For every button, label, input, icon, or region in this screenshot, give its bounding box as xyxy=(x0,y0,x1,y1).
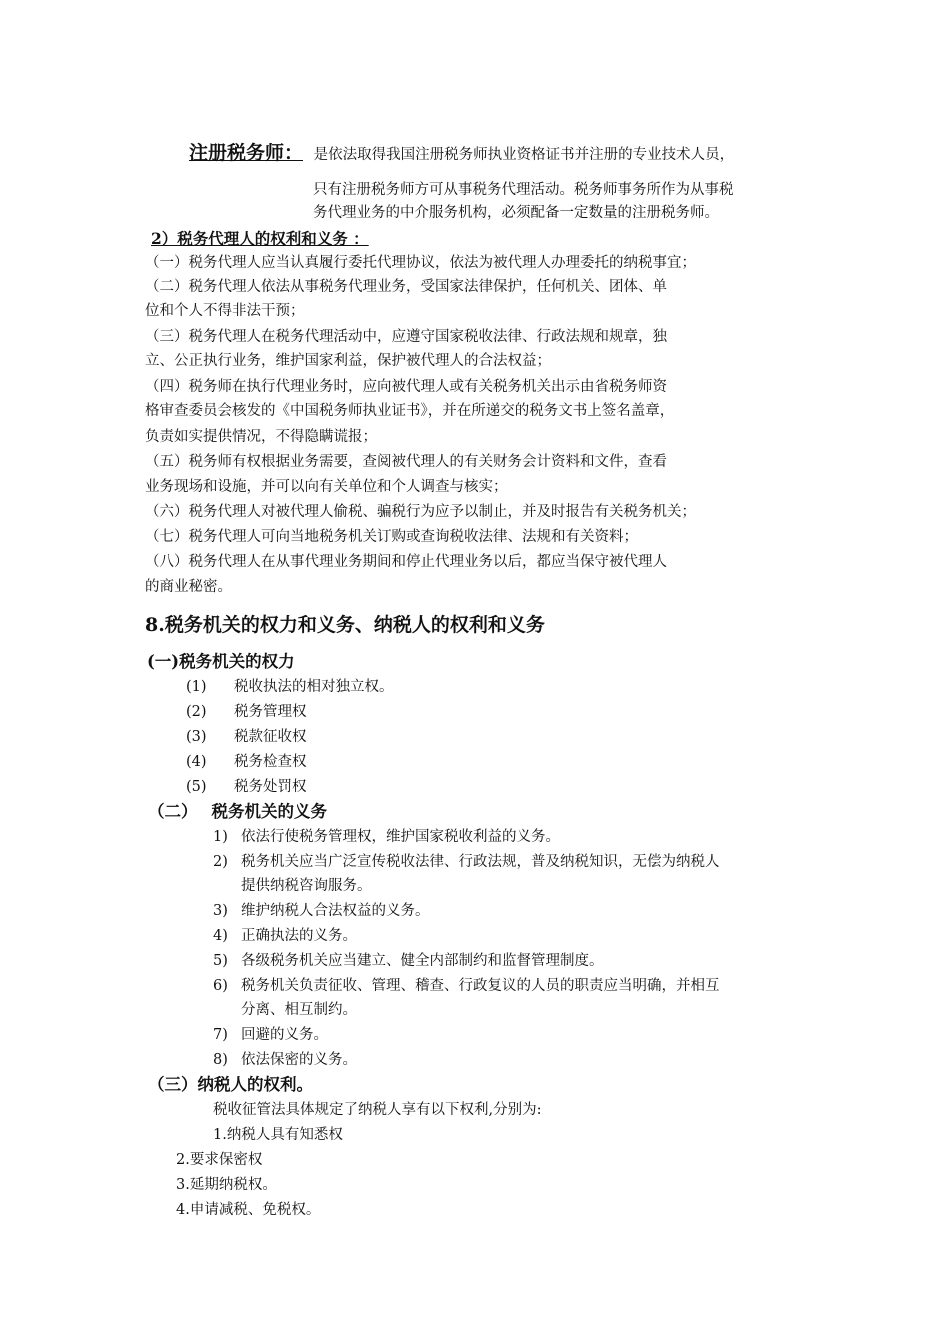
item-text: 依法行使税务管理权，维护国家税收利益的义务。 xyxy=(241,829,560,845)
taxpayer-rights-item: 4.申请减税、免税权。 xyxy=(176,1202,321,1218)
item-text: 税务处罚权 xyxy=(234,779,307,795)
powers-item xyxy=(186,702,307,722)
duties-item-continuation: 分离、相互制约。 xyxy=(241,1002,357,1018)
item-text: 税务机关负责征收、管理、稽查、行政复议的人员的职责应当明确，并相互 xyxy=(241,978,720,994)
item-text: 税务机关应当广泛宣传税收法律、行政法规，普及纳税知识，无偿为纳税人 xyxy=(241,854,720,870)
duties-item xyxy=(213,1025,328,1045)
duties-item xyxy=(213,951,604,971)
item-text: 正确执法的义务。 xyxy=(241,928,357,944)
rights-line: 立、公正执行业务，维护国家利益，保护被代理人的合法权益； xyxy=(145,353,551,369)
powers-heading: (一)税务机关的权力 xyxy=(147,652,295,671)
rights-line: （七）税务代理人可向当地税务机关订购或查询税收法律、法规和有关资料； xyxy=(145,529,638,545)
duties-item xyxy=(213,1050,357,1070)
rights-heading: 2）税务代理人的权利和义务 ： xyxy=(151,229,369,248)
item-number: (5) xyxy=(186,779,207,795)
section-8-heading: 8.税务机关的权力和义务、纳税人的权利和义务 xyxy=(145,614,545,636)
item-text: 税务管理权 xyxy=(234,704,307,720)
item-text: 税收执法的相对独立权。 xyxy=(234,679,394,695)
item-number: 5) xyxy=(213,953,228,969)
rights-line: 格审查委员会核发的《中国税务师执业证书》，并在所递交的税务文书上签名盖章， xyxy=(145,403,675,419)
rights-line: 负责如实提供情况，不得隐瞒谎报； xyxy=(145,429,377,445)
powers-item xyxy=(186,677,394,697)
item-number: 6) xyxy=(213,978,228,994)
definition-text-2: 只有注册税务师方可从事税务代理活动。税务师事务所作为从事税 xyxy=(313,182,734,198)
duties-item xyxy=(213,901,430,921)
duties-heading-number: （二） xyxy=(148,802,198,821)
rights-line: （三）税务代理人在税务代理活动中，应遵守国家税收法律、行政法规和规章，独 xyxy=(145,329,667,345)
definition-term: 注册税务师： xyxy=(189,142,304,164)
taxpayer-rights-item: 1.纳税人具有知悉权 xyxy=(213,1127,343,1143)
rights-line: 的商业秘密。 xyxy=(145,579,232,595)
item-number: (1) xyxy=(186,679,207,695)
rights-line: （二）税务代理人依法从事税务代理业务，受国家法律保护，任何机关、团体、单 xyxy=(145,279,667,295)
duties-item xyxy=(213,926,357,946)
item-text: 税务检查权 xyxy=(234,754,307,770)
duties-item xyxy=(213,827,560,847)
item-number: 2) xyxy=(213,854,228,870)
taxpayer-rights-intro: 税收征管法具体规定了纳税人享有以下权利,分别为: xyxy=(213,1102,542,1118)
item-number: 7) xyxy=(213,1027,228,1043)
rights-line: （六）税务代理人对被代理人偷税、骗税行为应予以制止，并及时报告有关税务机关； xyxy=(145,504,696,520)
rights-line: （四）税务师在执行代理业务时，应向被代理人或有关税务机关出示由省税务师资 xyxy=(145,379,667,395)
item-text: 税款征收权 xyxy=(234,729,307,745)
item-text: 维护纳税人合法权益的义务。 xyxy=(241,903,430,919)
item-text: 回避的义务。 xyxy=(241,1027,328,1043)
item-text: 依法保密的义务。 xyxy=(241,1052,357,1068)
item-number: 4) xyxy=(213,928,228,944)
taxpayer-rights-heading: （三）纳税人的权利。 xyxy=(148,1075,313,1094)
item-number: 1) xyxy=(213,829,228,845)
duties-heading-text: 税务机关的义务 xyxy=(211,802,327,821)
rights-line: （五）税务师有权根据业务需要，查阅被代理人的有关财务会计资料和文件，查看 xyxy=(145,454,667,470)
taxpayer-rights-item: 2.要求保密权 xyxy=(176,1152,263,1168)
duties-item xyxy=(213,976,720,996)
powers-item xyxy=(186,727,307,747)
rights-line: 业务现场和设施，并可以向有关单位和个人调查与核实； xyxy=(145,479,508,495)
item-number: (4) xyxy=(186,754,207,770)
powers-item xyxy=(186,752,307,772)
rights-line: （八）税务代理人在从事代理业务期间和停止代理业务以后，都应当保守被代理人 xyxy=(145,554,667,570)
definition-text-3: 务代理业务的中介服务机构，必须配备一定数量的注册税务师。 xyxy=(313,205,719,221)
definition-line-1 xyxy=(189,140,734,168)
item-number: 8) xyxy=(213,1052,228,1068)
item-number: (2) xyxy=(186,704,207,720)
definition-text-1: 是依法取得我国注册税务师执业资格证书并注册的专业技术人员， xyxy=(313,147,735,163)
duties-item xyxy=(213,852,720,872)
item-text: 各级税务机关应当建立、健全内部制约和监督管理制度。 xyxy=(241,953,604,969)
rights-line: 位和个人不得非法干预； xyxy=(145,303,305,319)
rights-line: （一）税务代理人应当认真履行委托代理协议，依法为被代理人办理委托的纳税事宜； xyxy=(145,255,696,271)
taxpayer-rights-item: 3.延期纳税权。 xyxy=(176,1177,277,1193)
item-number: (3) xyxy=(186,729,207,745)
item-number: 3) xyxy=(213,903,228,919)
duties-item-continuation: 提供纳税咨询服务。 xyxy=(241,878,372,894)
duties-heading xyxy=(148,801,327,823)
powers-item xyxy=(186,777,307,797)
